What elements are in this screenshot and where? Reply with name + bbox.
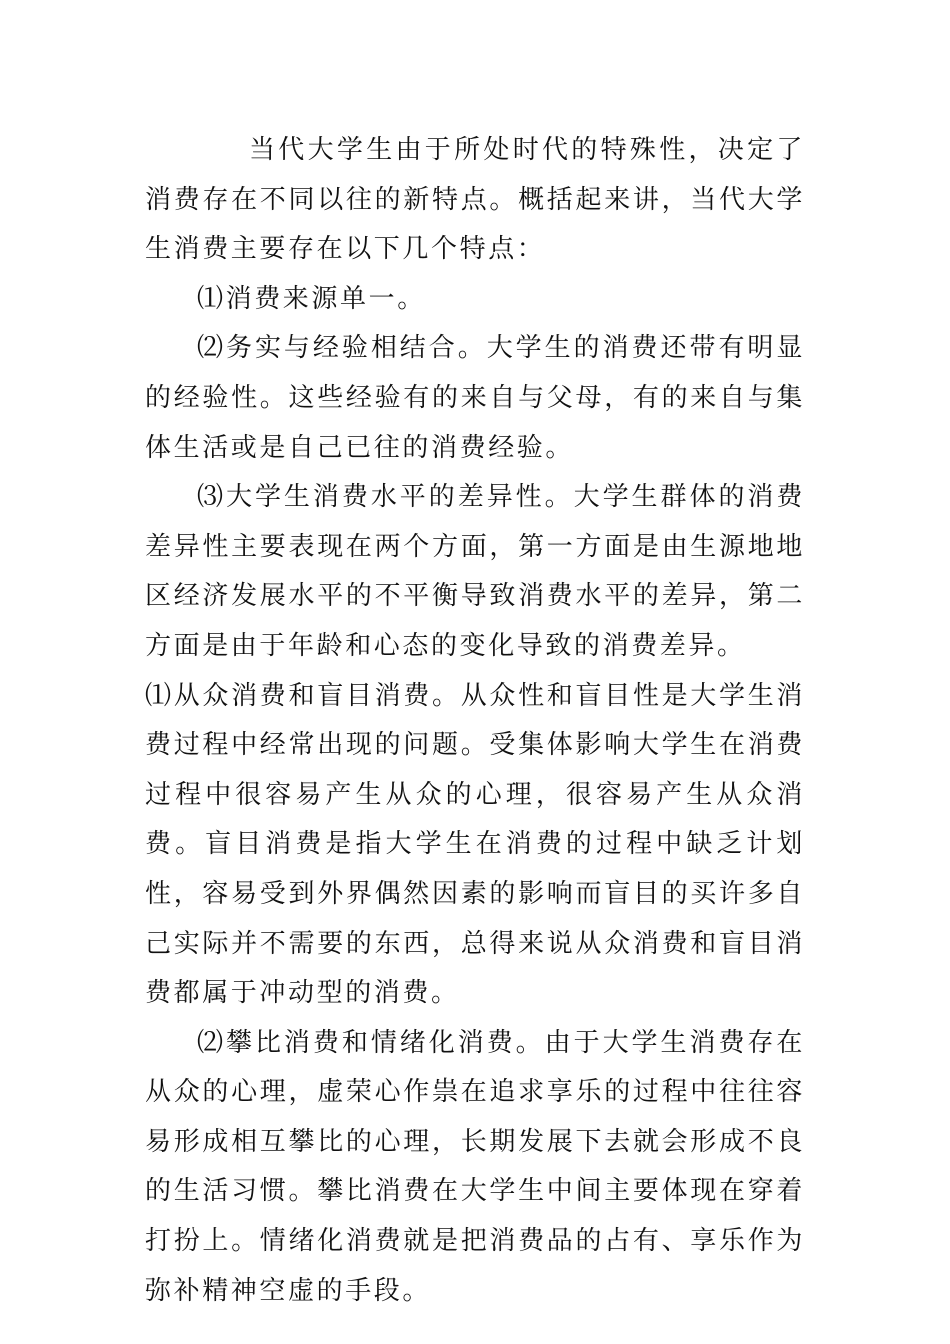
document-body — [145, 126, 805, 1316]
problem-item-2: ⑵攀比消费和情绪化消费。由于大学生消费存在从众的心理，虚荣心作祟在追求享乐的过程中往往容易形成相互攀比的心理，长期发展下去就会形成不良的生活习惯。攀比消费在大学生中间主要体现在穿着打扮上。情绪化消费就是把消费品的占有、享乐作为弥补精神空虚的手段。 — [145, 1027, 805, 1306]
feature-item-1: ⑴消费来源单一。 — [197, 283, 426, 314]
feature-item-3: ⑶大学生消费水平的差异性。大学生群体的消费差异性主要表现在两个方面，第一方面是由生源地地区经济发展水平的不平衡导致消费水平的差异，第二方面是由于年龄和心态的变化导致的消费差异。 — [145, 482, 805, 661]
problem-item-1: ⑴从众消费和盲目消费。从众性和盲目性是大学生消费过程中经常出现的问题。受集体影响大学生在消费过程中很容易产生从众的心理，很容易产生从众消费。盲目消费是指大学生在消费的过程中缺乏计划性，容易受到外界偶然因素的影响而盲目的买许多自己实际并不需要的东西，总得来说从众消费和盲目消费都属于冲动型的消费。 — [145, 680, 805, 1009]
intro-paragraph: 当代大学生由于所处时代的特殊性，决定了消费存在不同以往的新特点。概括起来讲，当代大学生消费主要存在以下几个特点： — [145, 135, 805, 265]
feature-item-2: ⑵务实与经验相结合。大学生的消费还带有明显的经验性。这些经验有的来自与父母，有的来自与集体生活或是自己已往的消费经验。 — [145, 333, 805, 463]
